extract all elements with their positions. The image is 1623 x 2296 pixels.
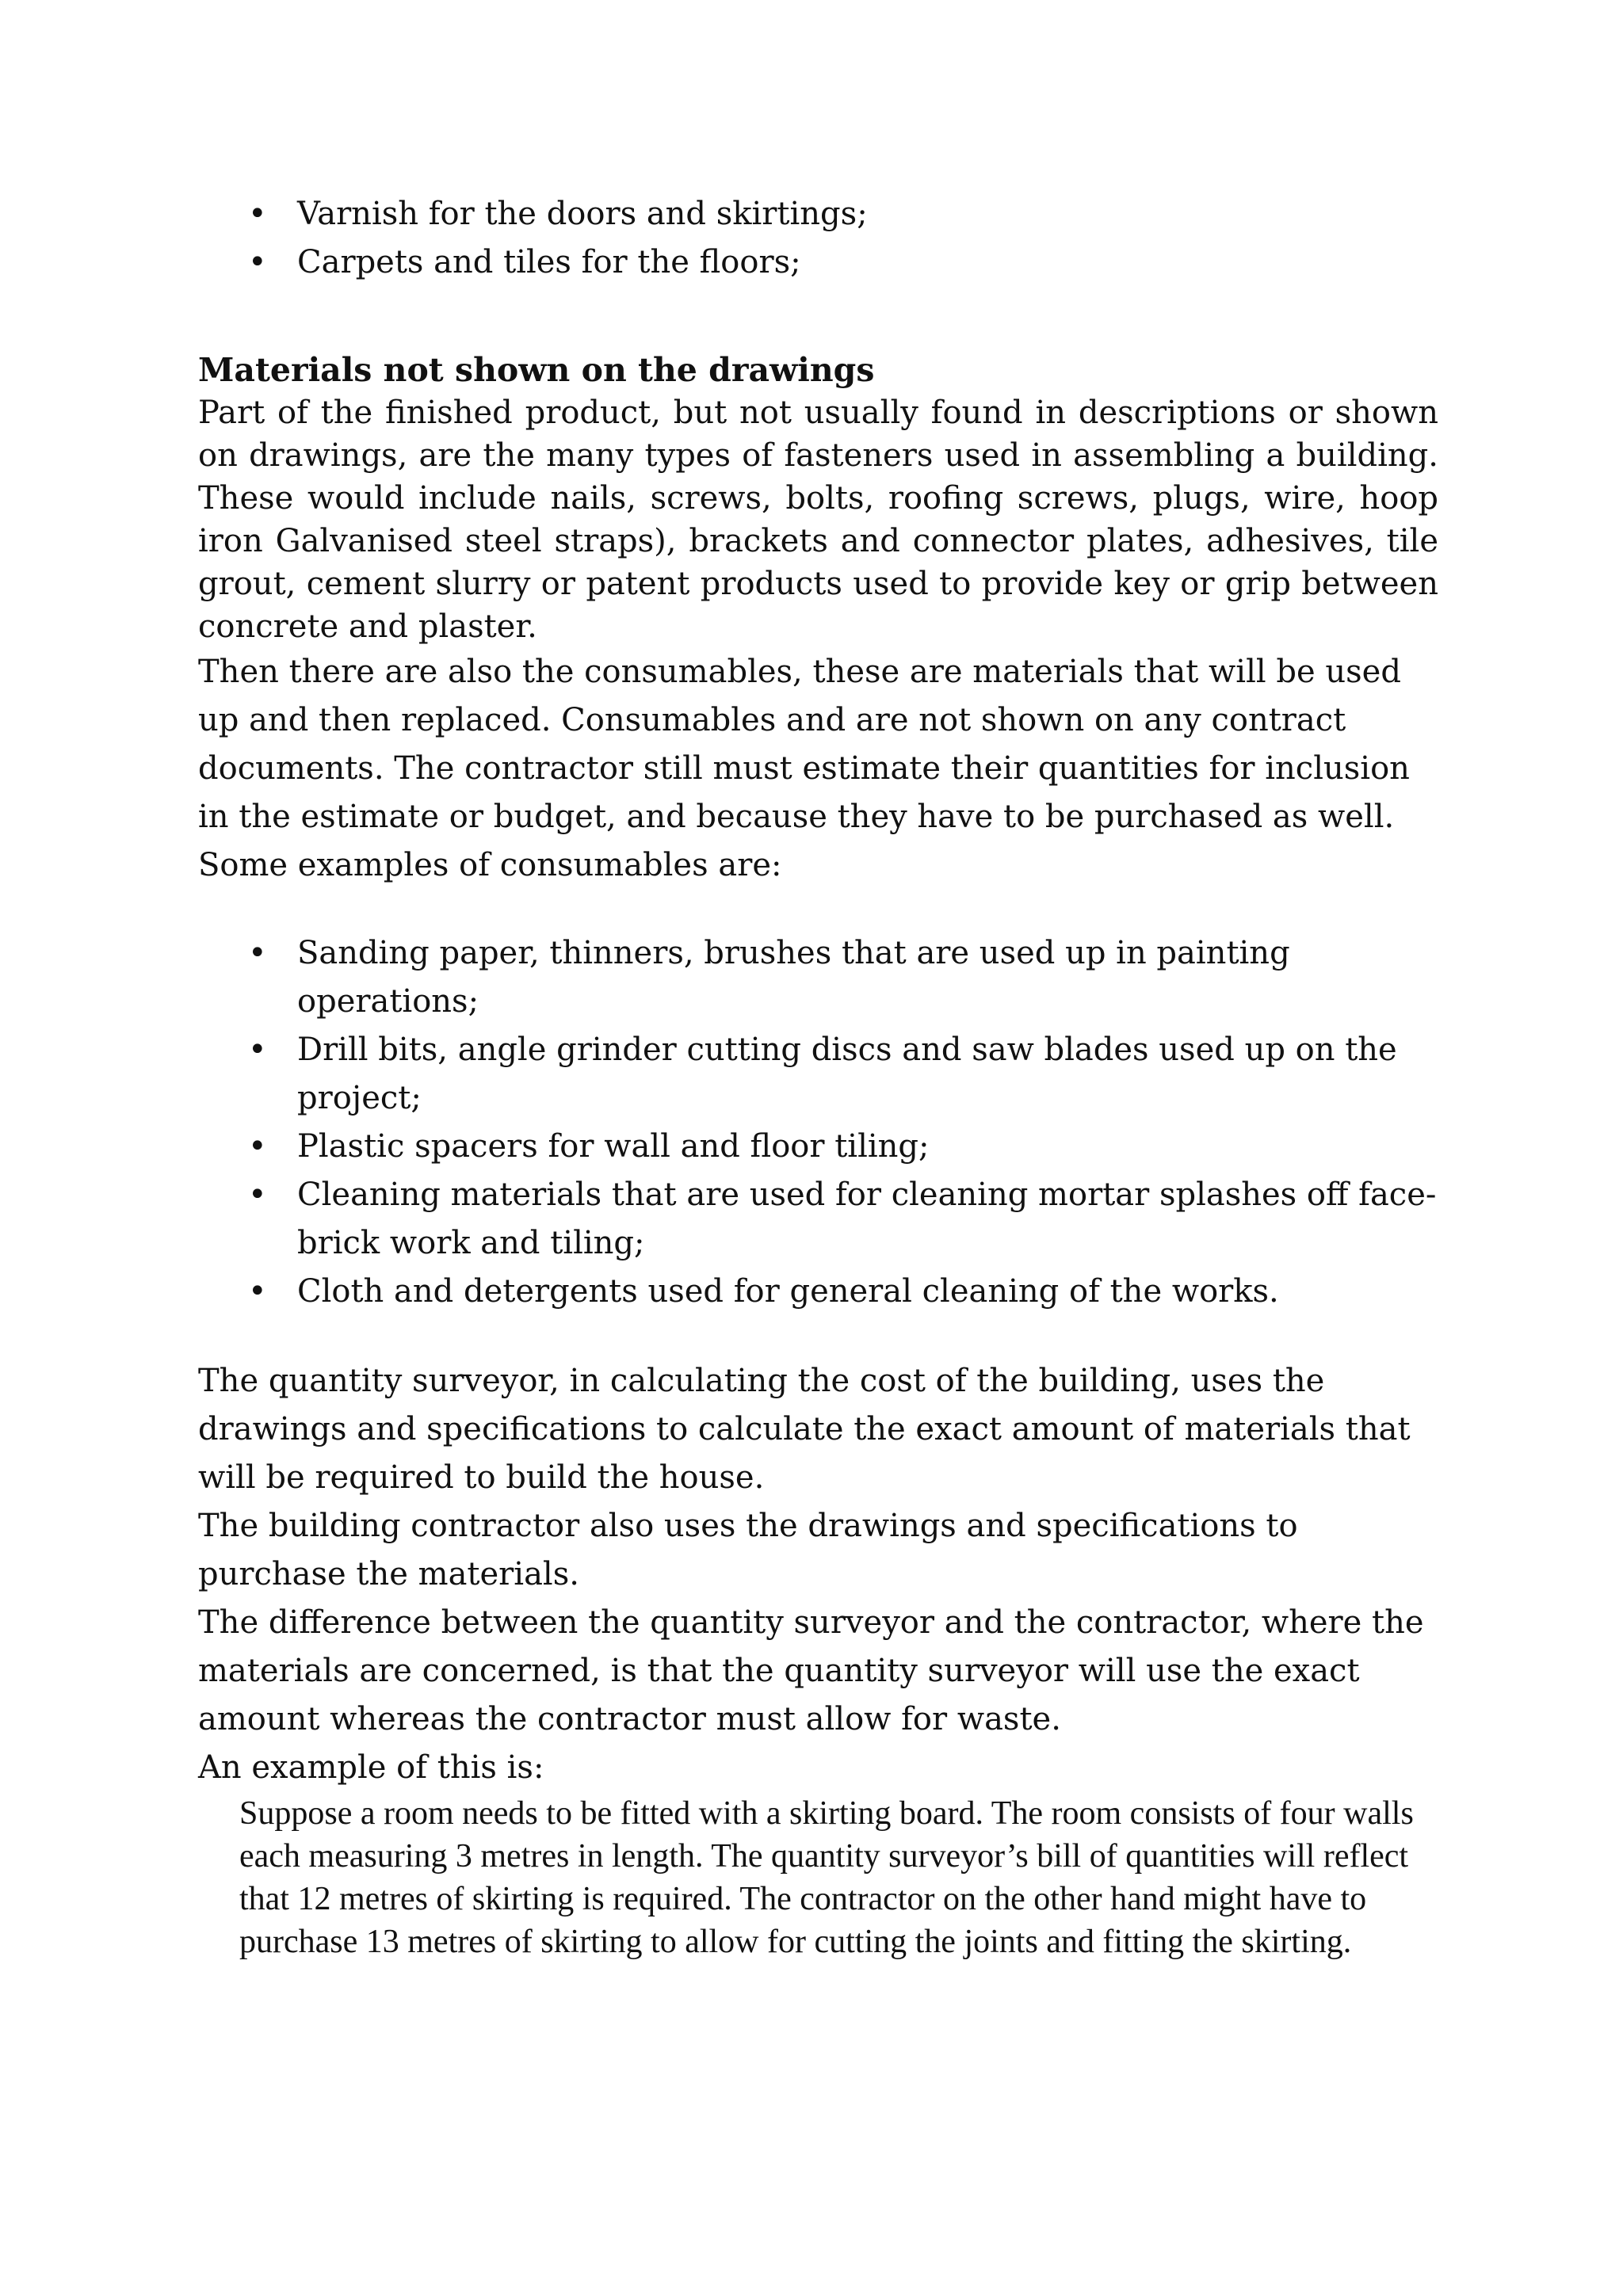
difference-paragraph: The difference between the quantity surveyor and the contractor, where the materials are concerned, is that the quantity surveyor will use the exact amount whereas the contractor must allow for waste. (198, 1604, 1424, 1737)
list-item: • Sanding paper, thinners, brushes that are used up in painting operations; (198, 929, 1438, 1026)
contractor-paragraph: The building contractor also uses the drawings and specifications to purchase the materials. (198, 1508, 1298, 1592)
quantity-surveyor-paragraph: The quantity surveyor, in calculating the cost of the building, uses the drawings and specifications to calculate the exact amount of materials that will be required to build the house. (198, 1363, 1411, 1496)
bullet-icon: • (248, 244, 267, 280)
section-heading: Materials not shown on the drawings (198, 351, 875, 389)
bullet-icon: • (248, 196, 267, 232)
bullet-icon: • (248, 1128, 267, 1165)
list-item: • Cloth and detergents used for general cleaning of the works. (198, 1268, 1438, 1316)
finishes-list (198, 190, 1438, 287)
example-intro: An example of this is: (198, 1749, 544, 1786)
bullet-icon: • (248, 935, 267, 971)
consumables-list (198, 929, 1438, 1316)
list-item: • Drill bits, angle grinder cutting discs and saw blades used up on the project; (198, 1026, 1438, 1123)
list-item: • Cleaning materials that are used for cleaning mortar splashes off face-brick work and tiling; (198, 1171, 1438, 1268)
bullet-icon: • (248, 1273, 267, 1310)
document-page (198, 190, 1438, 1997)
example-block: Suppose a room needs to be fitted with a skirting board. The room consists of four walls each measuring 3 metres in length. The quantity surveyor’s bill of quantities will reflect that 12 metres of skirting is required. The contractor on the other hand might have to purchase 13 metres of skirting to allow for cutting the joints and fitting the skirting. (239, 1795, 1414, 1960)
list-item: • Carpets and tiles for the floors; (198, 238, 1438, 287)
list-item: • Varnish for the doors and skirtings; (198, 190, 1438, 238)
fasteners-paragraph: Part of the finished product, but not usually found in descriptions or shown on drawings, are the many types of fasteners used in assembling a building. These would include nails, screws, bolts, roofing screws, plugs, wire, hoop iron Galvanised steel straps), brackets and connector plates, adhesives, tile grout, cement slurry or patent products used to provide key or grip between concrete and plaster. (198, 395, 1438, 645)
bullet-icon: • (248, 1032, 267, 1068)
bullet-icon: • (248, 1177, 267, 1213)
consumables-paragraph: Then there are also the consumables, these are materials that will be used up and then replaced. Consumables and are not shown on any contract documents. The contractor still must estimate their quantities for inclusion in the estimate or budget, and because they have to be purchased as well. Some examples of consumables are: (198, 654, 1410, 883)
list-item: • Plastic spacers for wall and floor tiling; (198, 1123, 1438, 1171)
